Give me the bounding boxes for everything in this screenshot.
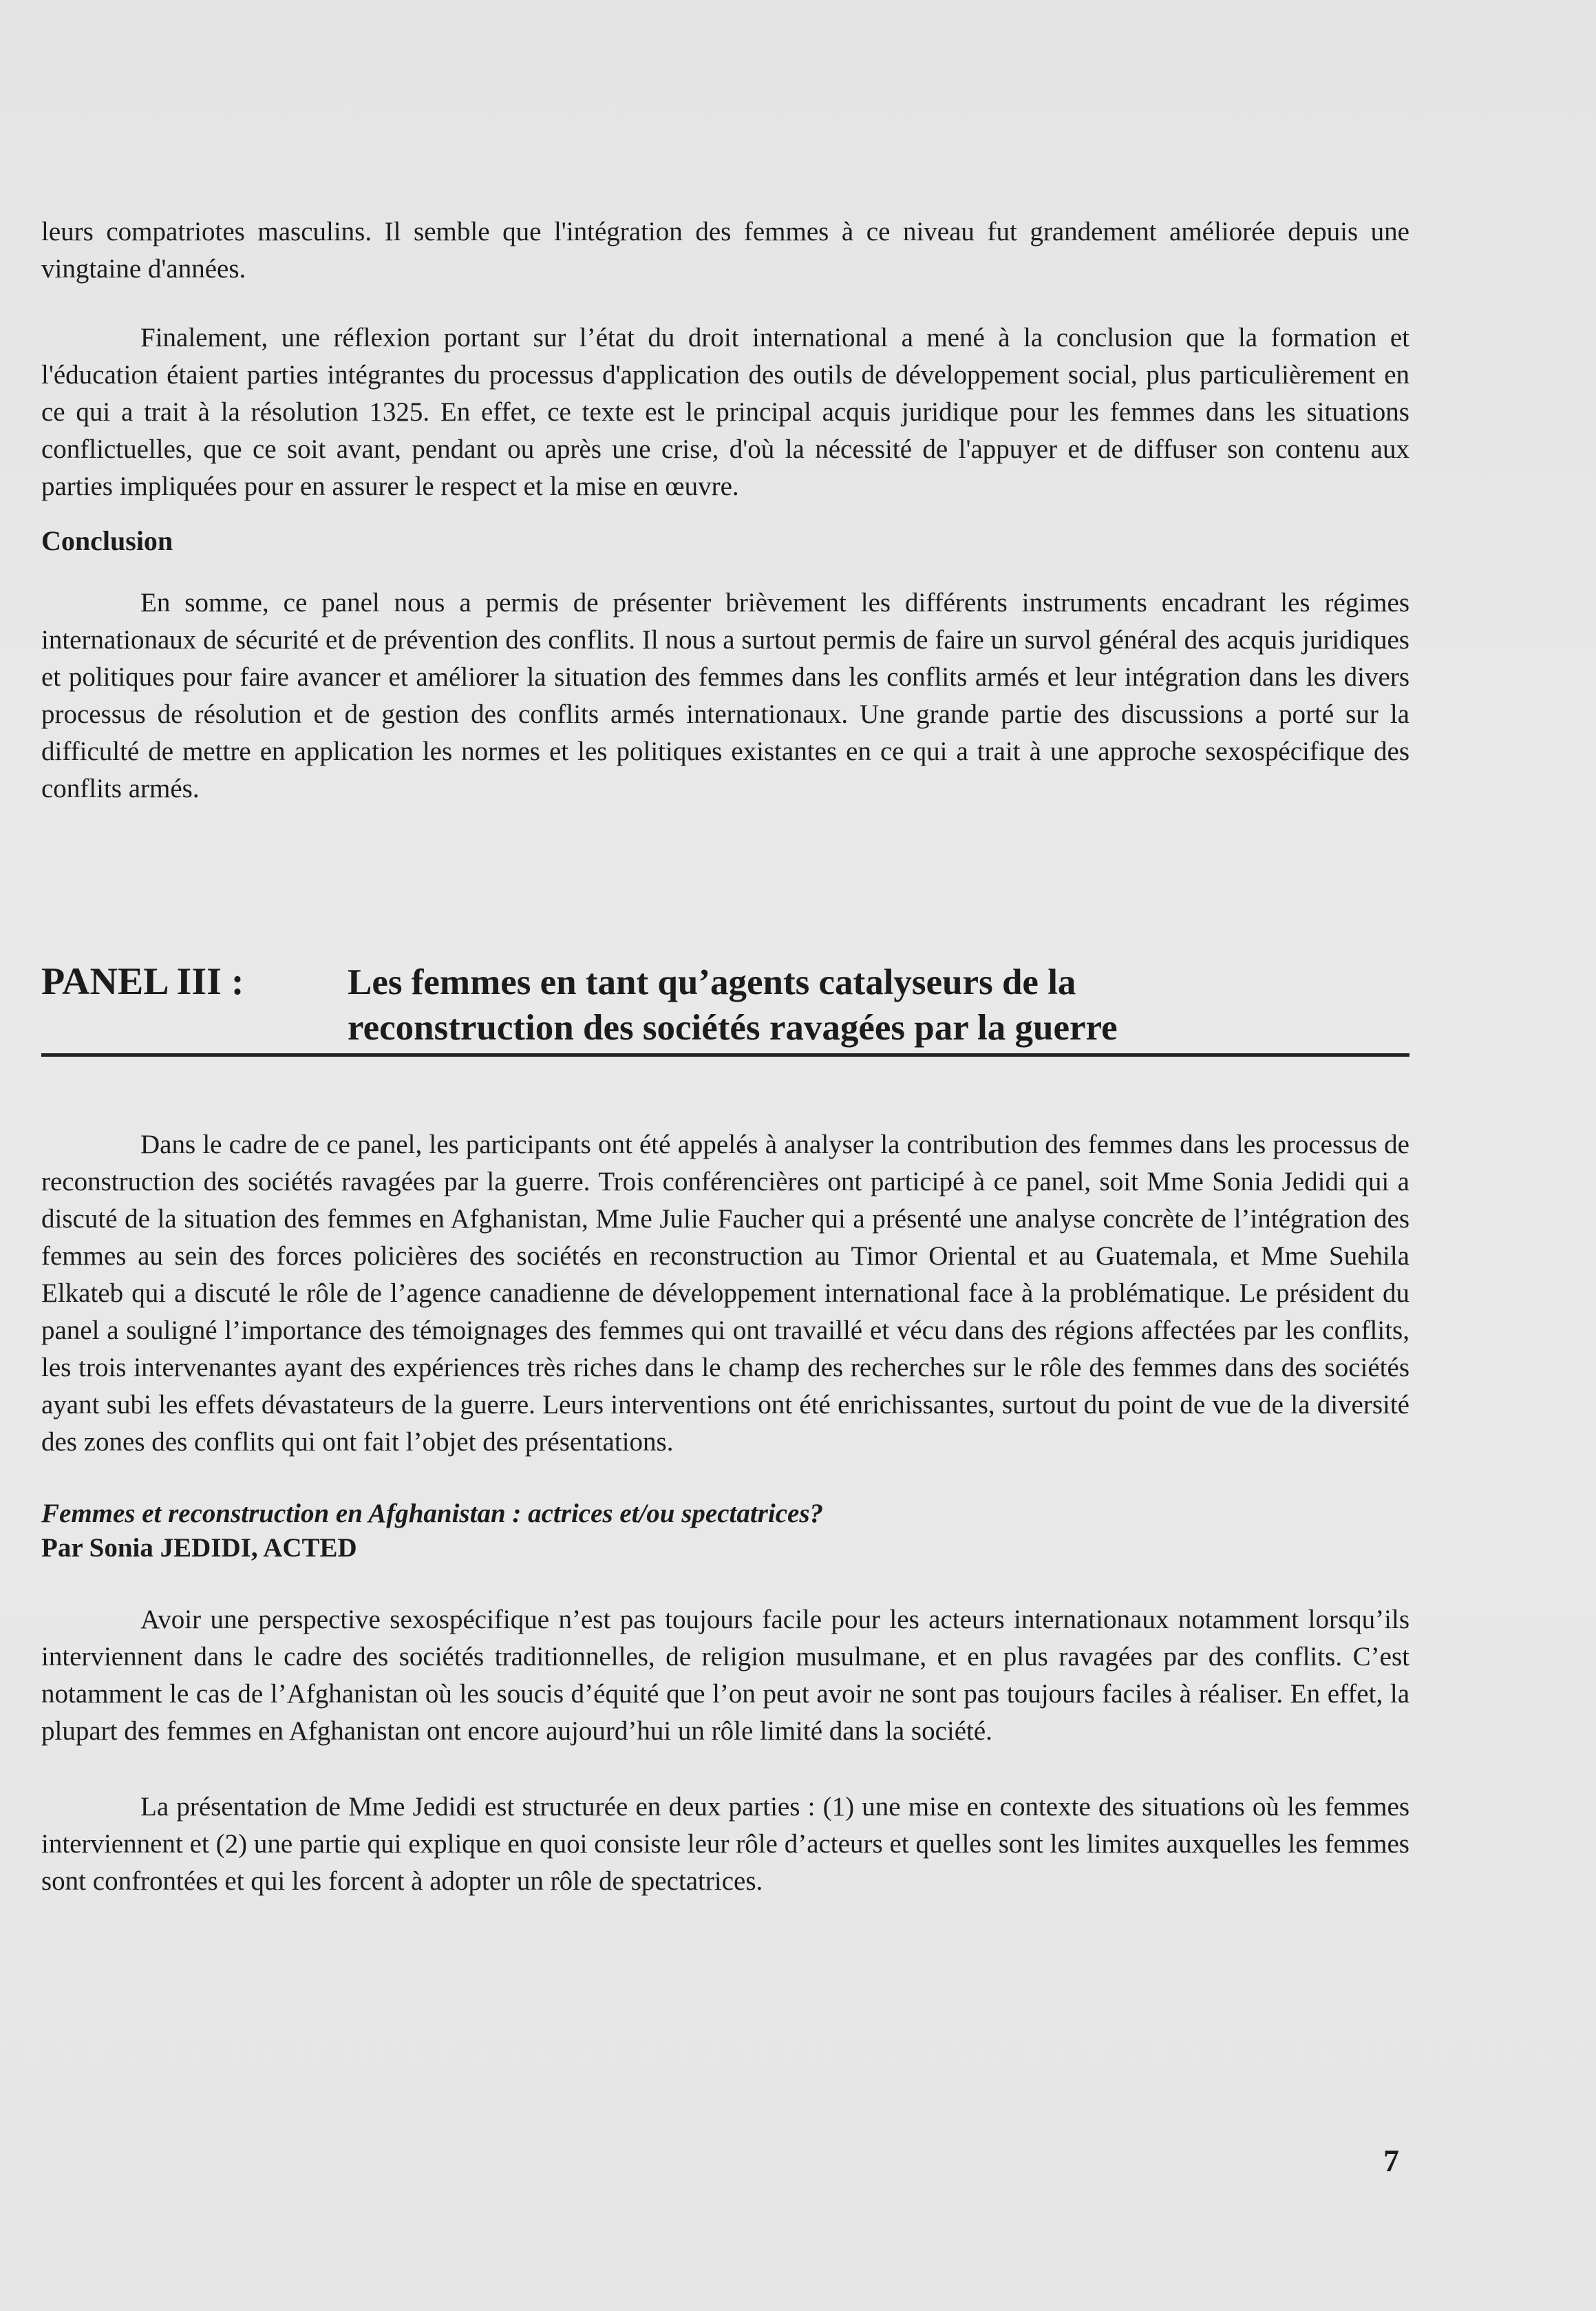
paragraph-continuation: leurs compatriotes masculins. Il semble que l'intégration des femmes à ce niveau fut grandement améliorée depuis une vingtaine d'années. <box>41 217 1409 284</box>
panel-heading <box>41 950 1409 1060</box>
paragraph-finalement: Finalement, une réflexion portant sur l’état du droit international a mené à la conclusion que la formation et l'éducation étaient parties intégrantes du processus d'application des outils de développement social, plus particulièrement en ce qui a trait à la résolution 1325. En effet, ce texte est le principal acquis juridique pour les femmes dans les situations conflictuelles, que ce soit avant, pendant ou après une crise, d'où la nécessité de l'appuyer et de diffuser son contenu aux parties impliquées pour en assurer le respect et la mise en œuvre. <box>41 323 1409 501</box>
paragraph-panel-intro: Dans le cadre de ce panel, les participants ont été appelés à analyser la contribution des femmes dans les processus de reconstruction des sociétés ravagées par la guerre. Trois conférencières ont participé à ce panel, soit Mme Sonia Jedidi qui a discuté de la situation des femmes en Afghanistan, Mme Julie Faucher qui a présenté une analyse concrète de l’intégration des femmes au sein des forces policières des sociétés en reconstruction au Timor Oriental et au Guatemala, et Mme Suehila Elkateb qui a discuté le rôle de l’agence canadienne de développement international face à la problématique. Le président du panel a souligné l’importance des témoignages des femmes qui ont travaillé et vécu dans des régions affectées par les conflits, les trois intervenantes ayant des expériences très riches dans le champ des recherches sur le rôle des femmes dans des sociétés ayant subi les effets dévastateurs de la guerre. Leurs interventions ont été enrichissantes, surtout du point de vue de la diversité des zones des conflits qui ont fait l’objet des présentations. <box>41 1130 1409 1457</box>
section-author: Par Sonia JEDIDI, ACTED <box>41 1533 357 1563</box>
page-number: 7 <box>1383 2143 1399 2178</box>
panel-title <box>348 960 1118 1051</box>
panel-title-line1: Les femmes en tant qu’agents catalyseurs de la <box>348 962 1076 1002</box>
paragraph-afghanistan: Avoir une perspective sexospécifique n’est pas toujours facile pour les acteurs internationaux notamment lorsqu’ils interviennent dans le cadre des sociétés traditionnelles, de religion musulmane, et en plus ravagées par des conflits. C’est notamment le cas de l’Afghanistan où les soucis d’équité que l’on peut avoir ne sont pas toujours faciles à réaliser. En effet, la plupart des femmes en Afghanistan ont encore aujourd’hui un rôle limité dans la société. <box>41 1605 1409 1746</box>
body-block-top <box>41 213 1409 808</box>
paragraph-conclusion: En somme, ce panel nous a permis de présenter brièvement les différents instruments encadrant les régimes internationaux de sécurité et de prévention des conflits. Il nous a surtout permis de faire un survol général des acquis juridiques et politiques pour faire avancer et améliorer la situation des femmes dans les conflits armés et leur intégration dans les divers processus de résolution et de gestion des conflits armés internationaux. Une grande partie des discussions a porté sur la difficulté de mettre en application les normes et les politiques existantes en ce qui a trait à une approche sexospécifique des conflits armés. <box>41 588 1409 803</box>
paragraph-presentation: La présentation de Mme Jedidi est structurée en deux parties : (1) une mise en contexte des situations où les femmes interviennent et (2) une partie qui explique en quoi consiste leur rôle d’acteurs et quelles sont les limites auxquelles les femmes sont confrontées et qui les forcent à adopter un rôle de spectatrices. <box>41 1792 1409 1896</box>
section-title: Femmes et reconstruction en Afghanistan : actrices et/ou spectatrices? <box>41 1499 824 1528</box>
conclusion-heading: Conclusion <box>41 525 173 556</box>
panel-title-line2: reconstruction des sociétés ravagées par la guerre <box>348 1008 1118 1048</box>
panel-underline <box>41 1053 1409 1057</box>
panel-label: PANEL III : <box>41 960 244 1003</box>
body-block-panel <box>41 1126 1409 1900</box>
